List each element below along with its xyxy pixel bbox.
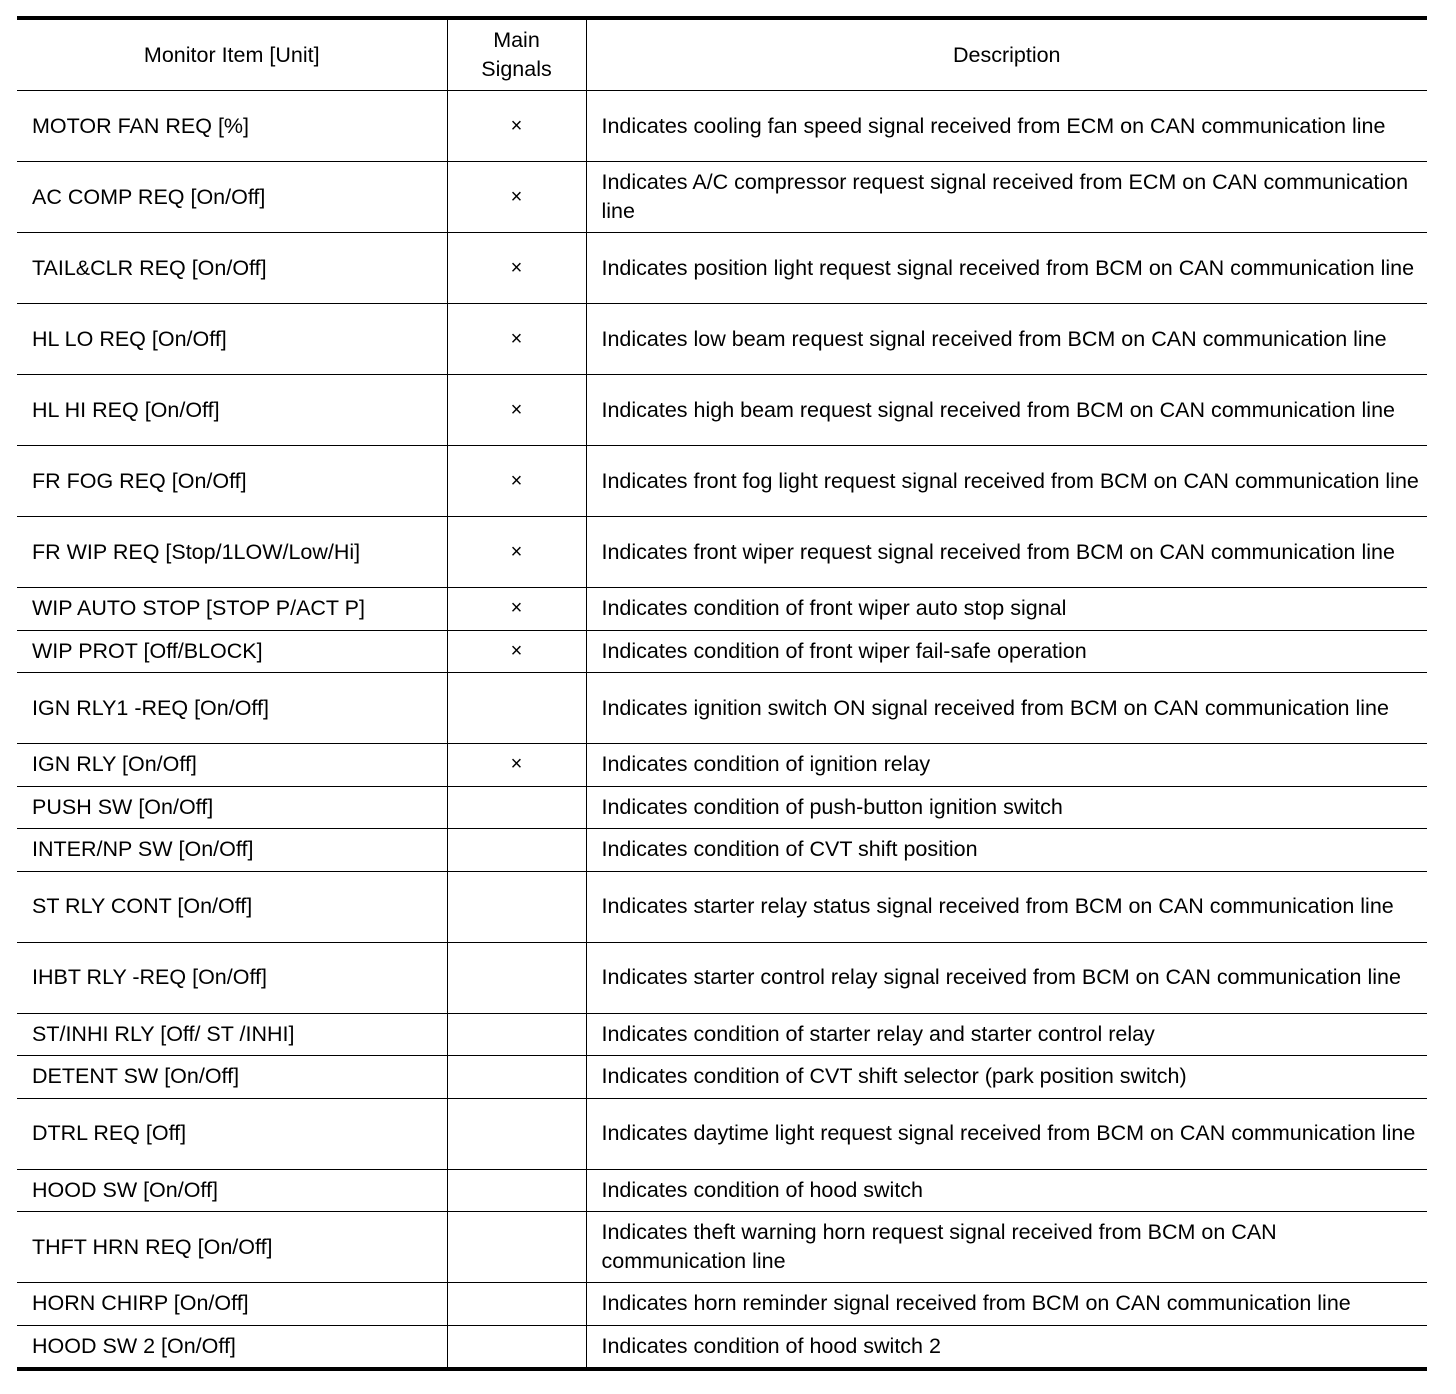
table-row	[17, 162, 1427, 233]
description-cell: Indicates cooling fan speed signal received from ECM on CAN communication line	[586, 91, 1427, 162]
monitor-item-cell: THFT HRN REQ [On/Off]	[17, 1212, 447, 1283]
description-cell: Indicates condition of starter relay and starter control relay	[586, 1013, 1427, 1056]
header-description: Description	[586, 20, 1427, 91]
table-row	[17, 871, 1427, 942]
description-cell: Indicates condition of front wiper auto stop signal	[586, 588, 1427, 631]
description-cell: Indicates ignition switch ON signal received from BCM on CAN communication line	[586, 673, 1427, 744]
table-row	[17, 588, 1427, 631]
monitor-item-cell: IGN RLY1 -REQ [On/Off]	[17, 673, 447, 744]
table-bottom-rule	[17, 1367, 1427, 1371]
description-cell: Indicates low beam request signal received from BCM on CAN communication line	[586, 304, 1427, 375]
monitor-item-cell: IHBT RLY -REQ [On/Off]	[17, 942, 447, 1013]
monitor-item-cell: DETENT SW [On/Off]	[17, 1056, 447, 1099]
description-cell: Indicates condition of push-button ignition switch	[586, 786, 1427, 829]
description-cell: Indicates starter relay status signal received from BCM on CAN communication line	[586, 871, 1427, 942]
description-cell: Indicates starter control relay signal received from BCM on CAN communication line	[586, 942, 1427, 1013]
main-signal-mark: ×	[447, 630, 586, 673]
main-signal-mark	[447, 1098, 586, 1169]
table-row	[17, 786, 1427, 829]
table-row	[17, 630, 1427, 673]
monitor-item-cell: PUSH SW [On/Off]	[17, 786, 447, 829]
table-row	[17, 1283, 1427, 1326]
table-row	[17, 517, 1427, 588]
main-signal-mark: ×	[447, 588, 586, 631]
description-cell: Indicates condition of ignition relay	[586, 744, 1427, 787]
monitor-item-cell: HORN CHIRP [On/Off]	[17, 1283, 447, 1326]
table-row	[17, 1013, 1427, 1056]
main-signal-mark: ×	[447, 304, 586, 375]
monitor-item-cell: DTRL REQ [Off]	[17, 1098, 447, 1169]
description-cell: Indicates condition of CVT shift selector (park position switch)	[586, 1056, 1427, 1099]
table-row	[17, 1325, 1427, 1367]
description-cell: Indicates horn reminder signal received from BCM on CAN communication line	[586, 1283, 1427, 1326]
table-row	[17, 91, 1427, 162]
main-signal-mark: ×	[447, 162, 586, 233]
monitor-item-cell: WIP PROT [Off/BLOCK]	[17, 630, 447, 673]
monitor-item-cell: MOTOR FAN REQ [%]	[17, 91, 447, 162]
main-signal-mark	[447, 786, 586, 829]
table-row	[17, 942, 1427, 1013]
main-signal-mark	[447, 871, 586, 942]
description-cell: Indicates condition of hood switch 2	[586, 1325, 1427, 1367]
monitor-item-cell: AC COMP REQ [On/Off]	[17, 162, 447, 233]
main-signal-mark	[447, 829, 586, 872]
table-header-row	[17, 20, 1427, 91]
main-signal-mark: ×	[447, 744, 586, 787]
header-main-signals	[447, 20, 586, 91]
main-signal-mark: ×	[447, 233, 586, 304]
table-row	[17, 673, 1427, 744]
table-row	[17, 1169, 1427, 1212]
description-cell: Indicates theft warning horn request signal received from BCM on CAN communication line	[586, 1212, 1427, 1283]
monitor-item-cell: HOOD SW [On/Off]	[17, 1169, 447, 1212]
header-main-signals-line2: Signals	[481, 57, 552, 81]
table-row	[17, 446, 1427, 517]
main-signal-mark	[447, 942, 586, 1013]
monitor-item-table	[17, 20, 1427, 1367]
monitor-item-cell: FR FOG REQ [On/Off]	[17, 446, 447, 517]
monitor-item-cell: HL LO REQ [On/Off]	[17, 304, 447, 375]
main-signal-mark: ×	[447, 375, 586, 446]
monitor-item-cell: FR WIP REQ [Stop/1LOW/Low/Hi]	[17, 517, 447, 588]
description-cell: Indicates front wiper request signal received from BCM on CAN communication line	[586, 517, 1427, 588]
monitor-item-cell: ST RLY CONT [On/Off]	[17, 871, 447, 942]
main-signal-mark	[447, 1283, 586, 1326]
table-row	[17, 375, 1427, 446]
main-signal-mark	[447, 1169, 586, 1212]
table-row	[17, 1056, 1427, 1099]
main-signal-mark	[447, 1325, 586, 1367]
main-signal-mark: ×	[447, 91, 586, 162]
monitor-item-cell: HL HI REQ [On/Off]	[17, 375, 447, 446]
description-cell: Indicates condition of front wiper fail-safe operation	[586, 630, 1427, 673]
monitor-item-cell: ST/INHI RLY [Off/ ST /INHI]	[17, 1013, 447, 1056]
table-row	[17, 1098, 1427, 1169]
monitor-item-cell: WIP AUTO STOP [STOP P/ACT P]	[17, 588, 447, 631]
main-signal-mark: ×	[447, 446, 586, 517]
table-row	[17, 829, 1427, 872]
table-row	[17, 1212, 1427, 1283]
description-cell: Indicates daytime light request signal received from BCM on CAN communication line	[586, 1098, 1427, 1169]
main-signal-mark: ×	[447, 517, 586, 588]
description-cell: Indicates front fog light request signal received from BCM on CAN communication line	[586, 446, 1427, 517]
description-cell: Indicates position light request signal received from BCM on CAN communication line	[586, 233, 1427, 304]
monitor-item-cell: IGN RLY [On/Off]	[17, 744, 447, 787]
table-row	[17, 304, 1427, 375]
description-cell: Indicates condition of hood switch	[586, 1169, 1427, 1212]
description-cell: Indicates high beam request signal received from BCM on CAN communication line	[586, 375, 1427, 446]
monitor-table-container	[17, 16, 1427, 1371]
main-signal-mark	[447, 1212, 586, 1283]
header-main-signals-line1: Main	[493, 28, 540, 52]
table-row	[17, 744, 1427, 787]
main-signal-mark	[447, 1056, 586, 1099]
description-cell: Indicates condition of CVT shift position	[586, 829, 1427, 872]
monitor-item-cell: HOOD SW 2 [On/Off]	[17, 1325, 447, 1367]
header-monitor-item: Monitor Item [Unit]	[17, 20, 447, 91]
monitor-item-cell: TAIL&CLR REQ [On/Off]	[17, 233, 447, 304]
main-signal-mark	[447, 1013, 586, 1056]
monitor-item-cell: INTER/NP SW [On/Off]	[17, 829, 447, 872]
description-cell: Indicates A/C compressor request signal received from ECM on CAN communication line	[586, 162, 1427, 233]
table-row	[17, 233, 1427, 304]
main-signal-mark	[447, 673, 586, 744]
